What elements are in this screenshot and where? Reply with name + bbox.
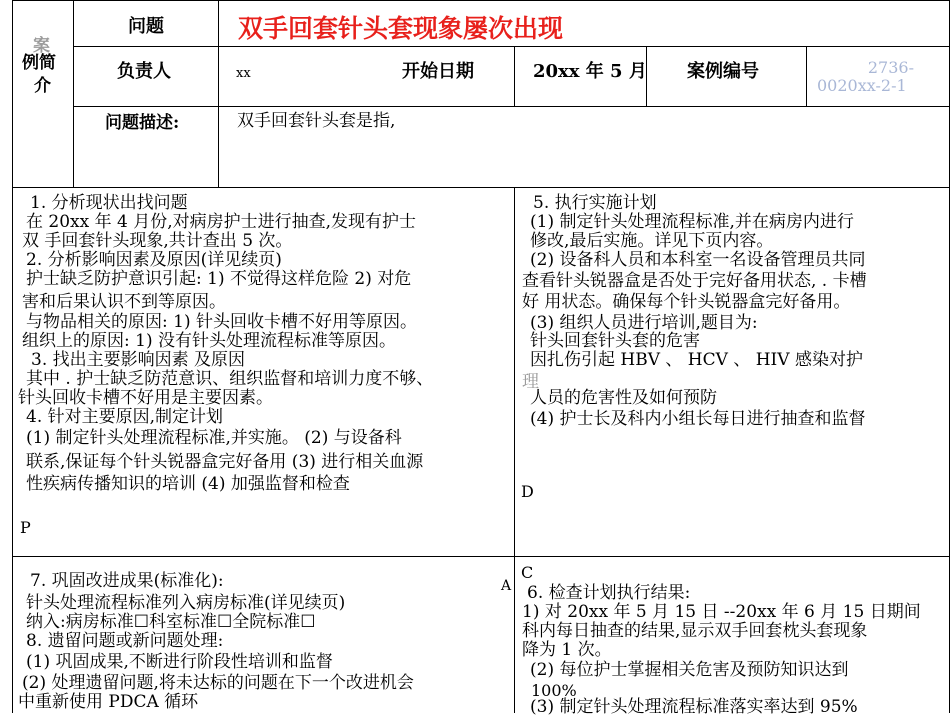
act-line: 8. 遗留问题或新问题处理: — [26, 631, 224, 651]
case-number-line2: 0020xx-2-1 — [817, 76, 907, 95]
plan-line: 在 20xx 年 4 月份,对病房护士进行抽查,发现有护士 — [26, 212, 417, 232]
plan-corner-letter: P — [20, 518, 31, 537]
plan-line: 3. 找出主要影响因素 及原因 — [31, 350, 246, 370]
act-line: (1) 巩固成果,不断进行阶段性培训和监督 — [26, 652, 333, 672]
act-line: 针头处理流程标准列入病房标准(详见续页) — [26, 593, 346, 613]
do-line: (4) 护士长及科内小组长每日进行抽查和监督 — [530, 409, 866, 429]
do-line: 5. 执行实施计划 — [533, 193, 657, 213]
plan-line: (1) 制定针头处理流程标准,并实施。 (2) 与设备科 — [26, 428, 402, 448]
owner-value: xx — [236, 66, 251, 81]
case-number-line1: 2736- — [867, 58, 914, 77]
page-title: 双手回套针头套现象屡次出现 — [238, 14, 564, 43]
header-bottom-divider — [12, 187, 950, 188]
act-corner-letter: A — [501, 578, 512, 594]
check-line: 科内每日抽查的结果,显示双手回套枕头套现象 — [522, 621, 868, 641]
header-col-divider-1 — [73, 0, 74, 187]
do-line: (3) 组织人员进行培训,题目为: — [530, 313, 758, 333]
quadrant-horizontal-divider — [12, 556, 950, 557]
plan-line: 组织上的原因: 1) 没有针头处理流程标准等原因。 — [22, 331, 396, 351]
plan-line: 与物品相关的原因: 1) 针头回收卡槽不好用等原因。 — [26, 312, 417, 332]
plan-line: 其中 . 护士缺乏防范意识、组织监督和培训力度不够、 — [26, 369, 434, 389]
do-line: (2) 设备科人员和本科室一名设备管理员共同 — [530, 250, 866, 270]
problem-label: 问题 — [128, 16, 164, 37]
problem-description-value: 双手回套针头套是指, — [237, 111, 396, 131]
act-line: (2) 处理遗留问题,将未达标的问题在下一个改进机会 — [22, 673, 414, 693]
act-line: 7. 巩固改进成果(标准化): — [30, 571, 224, 591]
plan-line: 4. 针对主要原因,制定计划 — [26, 407, 224, 427]
plan-line: 双 手回套针头现象,共计查出 5 次。 — [22, 231, 293, 251]
case-number-label: 案例编号 — [687, 61, 759, 82]
check-line: 6. 检查计划执行结果: — [527, 583, 691, 603]
check-corner-letter: C — [521, 563, 534, 582]
check-line: 降为 1 次。 — [522, 640, 612, 660]
side-label-1: 案 — [33, 36, 50, 56]
check-line: (2) 每位护士掌握相关危害及预防知识达到 — [530, 660, 849, 680]
do-line: 修改,最后实施。详见下页内容。 — [530, 231, 774, 251]
plan-line: 针头回收卡槽不好用是主要因素。 — [18, 388, 273, 408]
problem-description-label: 问题描述: — [105, 113, 180, 133]
owner-label: 负责人 — [117, 61, 171, 82]
check-line: 100% — [531, 681, 577, 700]
border-left — [12, 0, 13, 713]
do-line: 针头回套针头套的危害 — [530, 331, 700, 351]
do-line: 查看针头锐器盒是否处于完好备用状态, . 卡槽 — [522, 271, 867, 291]
header-col-divider-3 — [514, 46, 515, 106]
plan-line: 护士缺乏防护意识引起: 1) 不觉得这样危险 2) 对危 — [26, 269, 412, 289]
act-line: 中重新使用 PDCA 循环 — [18, 692, 199, 712]
side-label-3: 介 — [34, 76, 51, 96]
start-date-value: 20xx 年 5 月 — [533, 61, 647, 82]
border-top — [12, 0, 950, 1]
quadrant-vertical-divider — [514, 187, 515, 713]
start-date-label: 开始日期 — [402, 61, 474, 82]
plan-line: 2. 分析影响因素及原因(详见续页) — [26, 250, 282, 270]
plan-line: 害和后果认识不到等原因。 — [22, 292, 226, 312]
check-line: 1) 对 20xx 年 5 月 15 日 --20xx 年 6 月 15 日期间 — [522, 602, 921, 622]
header-row-divider-1 — [73, 46, 949, 47]
do-line: 好 用状态。确保每个针头锐器盒完好备用。 — [522, 292, 851, 312]
do-line: 人员的危害性及如何预防 — [530, 388, 717, 408]
act-line: 纳入:病房标准☐科室标准☐全院标准☐ — [26, 612, 316, 632]
header-col-divider-2 — [218, 0, 219, 187]
do-line: 因扎伤引起 HBV 、 HCV 、 HIV 感染对护 — [530, 350, 863, 370]
do-line: 理 — [522, 372, 539, 392]
plan-line: 联系,保证每个针头锐器盒完好备用 (3) 进行相关血源 — [26, 452, 424, 472]
check-line: (3) 制定针头处理流程标准落实率达到 95% — [530, 697, 858, 717]
side-label-2: 例简 — [22, 53, 56, 73]
do-corner-letter: D — [521, 482, 534, 501]
do-line: (1) 制定针头处理流程标准,并在病房内进行 — [530, 212, 854, 232]
plan-line: 1. 分析现状出找问题 — [30, 193, 188, 213]
header-row-divider-2 — [73, 106, 949, 107]
plan-line: 性疾病传播知识的培训 (4) 加强监督和检查 — [26, 474, 350, 494]
header-col-divider-5 — [806, 46, 807, 106]
